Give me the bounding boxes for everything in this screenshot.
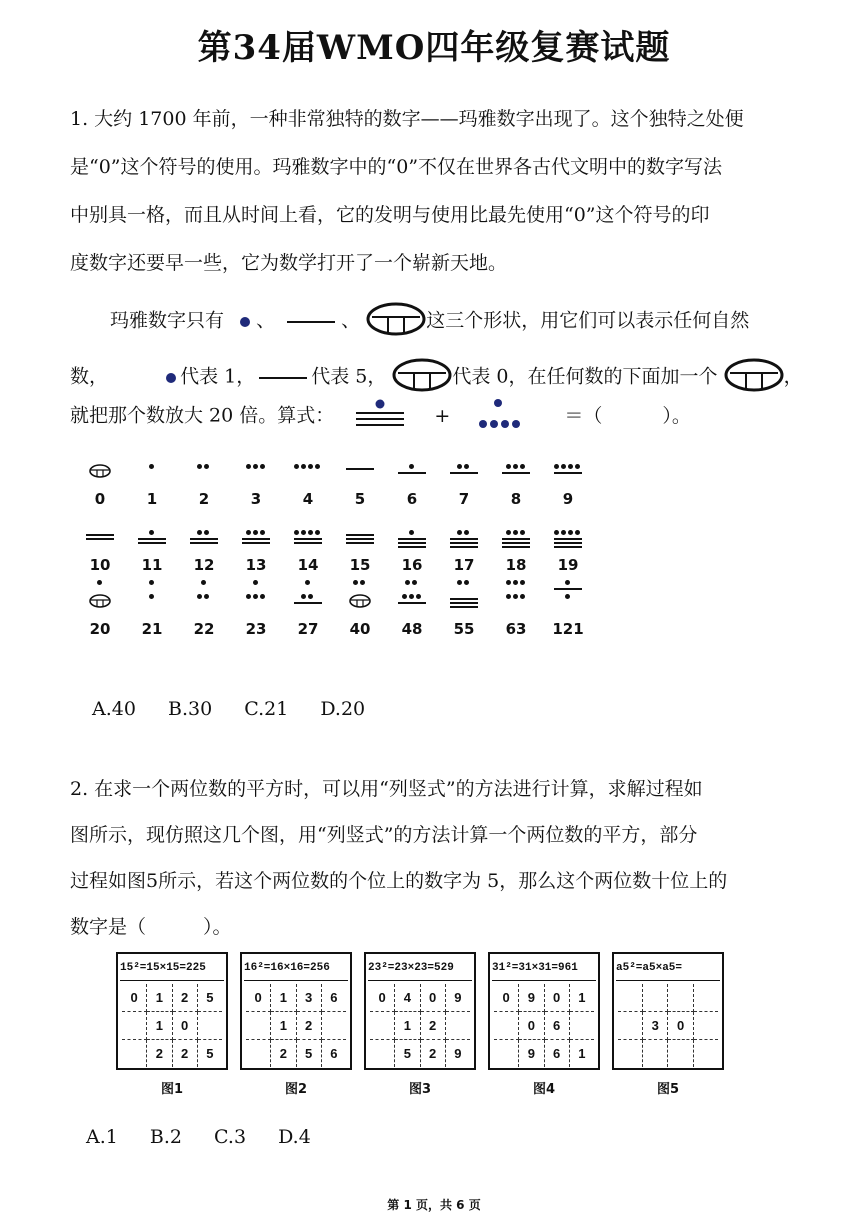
- figure-box: [116, 952, 228, 1070]
- maya-dot-icon: [260, 530, 265, 535]
- figure-caption: 图4: [532, 1082, 556, 1097]
- option-b[interactable]: B.30: [167, 698, 213, 720]
- maya-numeral-cell: [132, 528, 172, 574]
- grid-cell: 2: [420, 1012, 445, 1040]
- grid-cell: 2: [271, 1040, 296, 1068]
- grid-cell: 1: [578, 1046, 586, 1061]
- maya-bar-icon: [138, 542, 166, 544]
- grid-cell: [246, 1040, 271, 1068]
- maya-dot-icon: [513, 464, 518, 469]
- maya-bar-icon: [86, 538, 114, 540]
- maya-dot-icon: [149, 530, 154, 535]
- maya-bar-icon: [294, 542, 322, 544]
- maya-bar-icon: [242, 538, 270, 540]
- maya-bar-icon: [346, 538, 374, 540]
- option-c[interactable]: C.3: [214, 1126, 247, 1148]
- grid-cell: 0: [668, 1012, 693, 1040]
- maya-dot-icon: [513, 530, 518, 535]
- option-a[interactable]: A.40: [92, 698, 136, 720]
- maya-dot-icon: [520, 530, 525, 535]
- maya-dot-icon: [513, 594, 518, 599]
- maya-numeral-cell: [80, 528, 120, 574]
- maya-dot-icon: [246, 594, 251, 599]
- grid-cell: [618, 984, 643, 1012]
- maya-numeral-cell: [288, 592, 328, 638]
- text: 代表 1，: [180, 365, 256, 388]
- maya-dot-icon: [506, 580, 511, 585]
- numeral-label: 11: [141, 556, 163, 574]
- maya-dot-icon: [360, 580, 365, 585]
- maya-dot-icon: [301, 594, 306, 599]
- text: 算式：: [277, 404, 335, 427]
- maya-dot-icon: [201, 580, 206, 585]
- maya-numeral-cell: [548, 528, 588, 574]
- maya-numeral-cell: [236, 528, 276, 574]
- maya-bar-icon: [554, 542, 582, 544]
- figure-box: [240, 952, 352, 1070]
- maya-numeral-cell: [236, 592, 276, 638]
- maya-dot-icon: [305, 580, 310, 585]
- q1-line-4: 度数字还要早一些，它为数学打开了一个崭新天地。: [70, 252, 508, 274]
- question-2: [70, 774, 815, 944]
- maya-bar-icon: [450, 598, 478, 600]
- figure-grid: [370, 984, 470, 1067]
- q1-line-1: 1. 大约 1700 年前，一种非常独特的数字——玛雅数字出现了。这个独特之处便: [70, 108, 744, 130]
- maya-numeral-cell: [80, 592, 120, 638]
- maya-dot-icon: [308, 530, 313, 535]
- grid-cell: 2: [147, 1040, 172, 1068]
- numeral-label: 6: [406, 490, 418, 508]
- maya-bar-icon: [398, 546, 426, 548]
- option-d[interactable]: D.20: [320, 698, 366, 720]
- grid-cell: [668, 1040, 693, 1068]
- maya-dot-icon: [315, 530, 320, 535]
- maya-shell-icon: [392, 358, 452, 397]
- grid-cell: 1: [271, 984, 296, 1012]
- figure-box: [612, 952, 724, 1070]
- grid-cell: 5: [395, 1040, 420, 1068]
- maya-dot-icon: [246, 464, 251, 469]
- maya-numeral-cell: [80, 462, 120, 508]
- figure-caption: 图1: [160, 1082, 184, 1097]
- maya-zero-icon: [349, 594, 371, 608]
- maya-dot-icon: [565, 594, 570, 599]
- numeral-label: 19: [557, 556, 579, 574]
- maya-dot-icon: [253, 594, 258, 599]
- maya-numeral-cell: [132, 592, 172, 638]
- maya-dot-icon: [506, 530, 511, 535]
- maya-dot-icon: [253, 464, 258, 469]
- maya-dot-icon: [315, 464, 320, 469]
- grid-cell: [668, 984, 693, 1012]
- maya-numeral-24-icon: [478, 398, 522, 435]
- maya-bar-icon: [287, 321, 335, 323]
- grid-cell: [494, 1012, 519, 1040]
- numeral-label: 27: [297, 620, 319, 638]
- text: 代表 5，: [311, 365, 387, 388]
- grid-cell: [693, 1040, 718, 1068]
- numeral-label: 55: [453, 620, 475, 638]
- maya-dot-icon: [409, 594, 414, 599]
- grid-cell: 5: [206, 1046, 214, 1061]
- maya-dot-icon: [301, 530, 306, 535]
- maya-numeral-cell: [236, 462, 276, 508]
- text: 代表 0，在任何数的下面加一个: [452, 365, 718, 388]
- maya-bar-icon: [502, 538, 530, 540]
- numeral-label: 4: [302, 490, 314, 508]
- maya-numeral-cell: [548, 592, 588, 638]
- maya-dot-icon: [353, 580, 358, 585]
- grid-cell: 2: [420, 1040, 445, 1068]
- grid-cell: [321, 1012, 346, 1040]
- numeral-label: 63: [505, 620, 527, 638]
- numeral-label: 48: [401, 620, 423, 638]
- grid-cell: [122, 1012, 147, 1040]
- maya-numeral-cell: [392, 592, 432, 638]
- numeral-label: 21: [141, 620, 163, 638]
- maya-dot-icon: [294, 464, 299, 469]
- maya-numeral-11-icon: [354, 399, 406, 434]
- numeral-label: 18: [505, 556, 527, 574]
- plus-sign: +: [434, 404, 451, 427]
- figure-grid: [122, 984, 222, 1067]
- sep: 、: [256, 309, 276, 332]
- maya-dot-icon: [149, 580, 154, 585]
- maya-bar-icon: [554, 546, 582, 548]
- maya-dot-icon: [197, 530, 202, 535]
- figure-header: 31²=31×31=961: [492, 956, 596, 981]
- maya-dot-icon: [416, 594, 421, 599]
- maya-shell-icon: [366, 302, 426, 341]
- grid-cell: 2: [172, 984, 197, 1012]
- maya-dot-icon: [464, 580, 469, 585]
- grid-cell: [197, 1012, 222, 1040]
- numeral-label: 23: [245, 620, 267, 638]
- maya-dot-icon: [204, 594, 209, 599]
- maya-dot-icon: [204, 530, 209, 535]
- maya-dot-icon: [554, 464, 559, 469]
- maya-dot-icon: [197, 594, 202, 599]
- q1-line-3: 中别具一格，而且从时间上看，它的发明与使用比最先使用“0”这个符号的印: [70, 204, 710, 226]
- grid-cell: 9: [519, 1040, 544, 1068]
- grid-cell: 0: [172, 1012, 197, 1040]
- grid-cell: 0: [544, 984, 569, 1012]
- grid-cell: 4: [395, 984, 420, 1012]
- grid-cell: 6: [330, 1046, 338, 1061]
- grid-cell: 6: [544, 1012, 569, 1040]
- grid-cell: 5: [197, 984, 222, 1012]
- grid-cell: 9: [454, 1046, 462, 1061]
- numeral-label: 22: [193, 620, 215, 638]
- maya-bar-icon: [398, 602, 426, 604]
- grid-cell: 6: [321, 984, 346, 1012]
- maya-numeral-cell: [184, 592, 224, 638]
- figure-grid: [246, 984, 346, 1067]
- maya-dot-icon: [301, 464, 306, 469]
- maya-bar-icon: [190, 542, 218, 544]
- grid-cell: [693, 984, 718, 1012]
- figure-grid: [618, 984, 718, 1067]
- grid-cell: 0: [519, 1012, 544, 1040]
- maya-bar-icon: [398, 472, 426, 474]
- grid-cell: 0: [122, 984, 147, 1012]
- maya-bar-icon: [346, 534, 374, 536]
- maya-dot-icon: [260, 594, 265, 599]
- maya-dot-icon: [260, 464, 265, 469]
- grid-cell: [494, 1040, 519, 1068]
- grid-cell: 1: [147, 984, 172, 1012]
- maya-dot-icon: [308, 594, 313, 599]
- grid-cell: [693, 1012, 718, 1040]
- maya-dot-icon: [457, 464, 462, 469]
- maya-dot-icon: [253, 580, 258, 585]
- maya-dot-icon: [197, 464, 202, 469]
- grid-cell: [370, 1012, 395, 1040]
- maya-dot-icon: [506, 594, 511, 599]
- maya-bar-icon: [259, 377, 307, 379]
- grid-cell: [643, 984, 668, 1012]
- maya-bar-icon: [138, 538, 166, 540]
- text: 就把那个数放大 20 倍。: [70, 404, 278, 427]
- grid-cell: 2: [296, 1012, 321, 1040]
- maya-dot-icon: [520, 464, 525, 469]
- numeral-label: 12: [193, 556, 215, 574]
- q2-line-4: 数字是（ ）。: [70, 916, 232, 938]
- maya-dot-icon: [513, 580, 518, 585]
- q1-meaning-line: [70, 358, 803, 397]
- maya-shell-icon: [724, 358, 784, 397]
- sep: 、: [341, 309, 361, 332]
- q2-line-3: 过程如图5所示，若这个两位数的个位上的数字为 5，那么这个两位数十位上的: [70, 870, 728, 892]
- maya-bar-icon: [398, 542, 426, 544]
- figure-grid: [494, 984, 594, 1067]
- maya-bar-icon: [502, 546, 530, 548]
- maya-dot-icon: [568, 464, 573, 469]
- maya-bar-icon: [554, 538, 582, 540]
- maya-bar-icon: [450, 606, 478, 608]
- maya-dot-icon: [149, 594, 154, 599]
- maya-bar-icon: [502, 542, 530, 544]
- numeral-label: 1: [146, 490, 158, 508]
- maya-dot-icon: [294, 530, 299, 535]
- grid-cell: [122, 1040, 147, 1068]
- maya-dot-icon: [149, 464, 154, 469]
- grid-cell: [618, 1012, 643, 1040]
- maya-bar-icon: [450, 542, 478, 544]
- grid-cell: 0: [246, 984, 271, 1012]
- question-1: [70, 104, 815, 504]
- numeral-label: 2: [198, 490, 210, 508]
- figure-header: 23²=23×23=529: [368, 956, 472, 981]
- maya-numeral-cell: [444, 592, 484, 638]
- maya-dot-icon: [561, 530, 566, 535]
- q1-line-2: 是“0”这个符号的使用。玛雅数字中的“0”不仅在世界各古代文明中的数字写法: [70, 156, 723, 178]
- q1-options: [92, 698, 391, 720]
- maya-dot-icon: [575, 530, 580, 535]
- maya-dot-icon: [166, 373, 176, 383]
- maya-dot-icon: [405, 580, 410, 585]
- option-a[interactable]: A.1: [86, 1126, 118, 1148]
- grid-cell: 5: [296, 1040, 321, 1068]
- q2-line-1: 2. 在求一个两位数的平方时，可以用“列竖式”的方法进行计算，求解过程如: [70, 778, 703, 800]
- grid-cell: 0: [420, 984, 445, 1012]
- numeral-label: 40: [349, 620, 371, 638]
- grid-cell: 3: [643, 1012, 668, 1040]
- maya-dot-icon: [253, 530, 258, 535]
- figure-box: [488, 952, 600, 1070]
- shapes-suffix: 这三个形状，用它们可以表示任何自然: [426, 309, 750, 332]
- grid-cell: 1: [271, 1012, 296, 1040]
- grid-cell: [370, 1040, 395, 1068]
- q2-options: [86, 1126, 337, 1148]
- maya-dot-icon: [520, 594, 525, 599]
- figure-header: 16²=16×16=256: [244, 956, 348, 981]
- grid-cell: [445, 1012, 470, 1040]
- maya-bar-icon: [86, 534, 114, 536]
- option-b[interactable]: B.2: [149, 1126, 182, 1148]
- maya-numeral-cell: [496, 462, 536, 508]
- maya-dot-icon: [402, 594, 407, 599]
- maya-numeral-cell: [288, 528, 328, 574]
- maya-zero-icon: [89, 594, 111, 608]
- maya-numeral-cell: [496, 592, 536, 638]
- maya-bar-icon: [242, 542, 270, 544]
- maya-bar-icon: [294, 538, 322, 540]
- maya-numeral-cell: [184, 462, 224, 508]
- maya-bar-icon: [450, 472, 478, 474]
- maya-bar-icon: [450, 602, 478, 604]
- numeral-label: 0: [94, 490, 106, 508]
- maya-numeral-cell: [392, 462, 432, 508]
- maya-bar-icon: [346, 468, 374, 470]
- numeral-label: 16: [401, 556, 423, 574]
- numeral-label: 10: [89, 556, 111, 574]
- maya-bar-icon: [346, 542, 374, 544]
- numeral-label: 14: [297, 556, 319, 574]
- figure-caption: 图2: [284, 1082, 308, 1097]
- page-title: 第34届WMO四年级复赛试题: [197, 28, 671, 68]
- numeral-label: 15: [349, 556, 371, 574]
- maya-dot-icon: [457, 580, 462, 585]
- grid-cell: [643, 1040, 668, 1068]
- grid-cell: [569, 1012, 594, 1040]
- maya-numeral-cell: [496, 528, 536, 574]
- figure-caption: 图5: [656, 1082, 680, 1097]
- grid-cell: 3: [296, 984, 321, 1012]
- grid-cell: 1: [395, 1012, 420, 1040]
- numeral-label: 17: [453, 556, 475, 574]
- grid-cell: 0: [494, 984, 519, 1012]
- grid-cell: 6: [544, 1040, 569, 1068]
- numeral-label: 121: [552, 620, 584, 638]
- maya-dot-icon: [464, 464, 469, 469]
- grid-cell: 9: [445, 984, 470, 1012]
- figure-box: [364, 952, 476, 1070]
- maya-numeral-cell: [288, 462, 328, 508]
- figure-header: a5²=a5×a5=: [616, 956, 720, 981]
- maya-bar-icon: [450, 538, 478, 540]
- figure-header: 15²=15×15=225: [120, 956, 224, 981]
- maya-dot-icon: [575, 464, 580, 469]
- maya-dot-icon: [409, 464, 414, 469]
- grid-cell: 0: [370, 984, 395, 1012]
- maya-bar-icon: [554, 472, 582, 474]
- maya-numeral-cell: [444, 462, 484, 508]
- grid-cell: 1: [569, 984, 594, 1012]
- numeral-label: 3: [250, 490, 262, 508]
- text: ＝（: [564, 404, 603, 427]
- maya-dot-icon: [409, 530, 414, 535]
- maya-bar-icon: [502, 472, 530, 474]
- maya-dot-icon: [457, 530, 462, 535]
- maya-numeral-cell: [340, 528, 380, 574]
- maya-dot-icon: [97, 580, 102, 585]
- grid-cell: [618, 1040, 643, 1068]
- maya-bar-icon: [294, 602, 322, 604]
- maya-dot-icon: [308, 464, 313, 469]
- q2-line-2: 图所示，现仿照这几个图，用“列竖式”的方法计算一个两位数的平方，部分: [70, 824, 698, 846]
- maya-dot-icon: [246, 530, 251, 535]
- option-d[interactable]: D.4: [278, 1126, 311, 1148]
- maya-numeral-cell: [444, 528, 484, 574]
- maya-numeral-cell: [184, 528, 224, 574]
- figure-caption: 图3: [408, 1082, 432, 1097]
- maya-numeral-cell: [340, 462, 380, 508]
- maya-numeral-cell: [132, 462, 172, 508]
- numeral-label: 9: [562, 490, 574, 508]
- option-c[interactable]: C.21: [244, 698, 289, 720]
- maya-dot-icon: [565, 580, 570, 585]
- maya-dot-icon: [554, 530, 559, 535]
- grid-cell: [246, 1012, 271, 1040]
- grid-cell: 1: [147, 1012, 172, 1040]
- numeral-label: 13: [245, 556, 267, 574]
- numeral-label: 7: [458, 490, 470, 508]
- grid-cell: 2: [172, 1040, 197, 1068]
- maya-numeral-cell: [340, 592, 380, 638]
- maya-bar-icon: [450, 546, 478, 548]
- q1-shapes-line: [110, 302, 749, 341]
- maya-dot-icon: [240, 317, 250, 327]
- maya-dot-icon: [506, 464, 511, 469]
- maya-dot-icon: [412, 580, 417, 585]
- maya-zero-icon: [89, 464, 111, 478]
- text: ）。: [662, 404, 691, 427]
- numeral-label: 20: [89, 620, 111, 638]
- maya-dot-icon: [561, 464, 566, 469]
- maya-numeral-cell: [392, 528, 432, 574]
- maya-dot-icon: [204, 464, 209, 469]
- shapes-prefix: 玛雅数字只有: [110, 309, 225, 332]
- maya-dot-icon: [568, 530, 573, 535]
- maya-bar-icon: [398, 538, 426, 540]
- page-footer: 第 1 页，共 6 页: [387, 1198, 481, 1212]
- maya-numeral-cell: [548, 462, 588, 508]
- text: ，: [783, 365, 803, 388]
- numeral-label: 8: [510, 490, 522, 508]
- maya-dot-icon: [464, 530, 469, 535]
- grid-cell: 9: [519, 984, 544, 1012]
- maya-bar-icon: [190, 538, 218, 540]
- numeral-label: 5: [354, 490, 366, 508]
- q1-formula-line: [70, 398, 691, 435]
- maya-bar-icon: [554, 588, 582, 590]
- text: 数，: [70, 365, 109, 388]
- maya-dot-icon: [520, 580, 525, 585]
